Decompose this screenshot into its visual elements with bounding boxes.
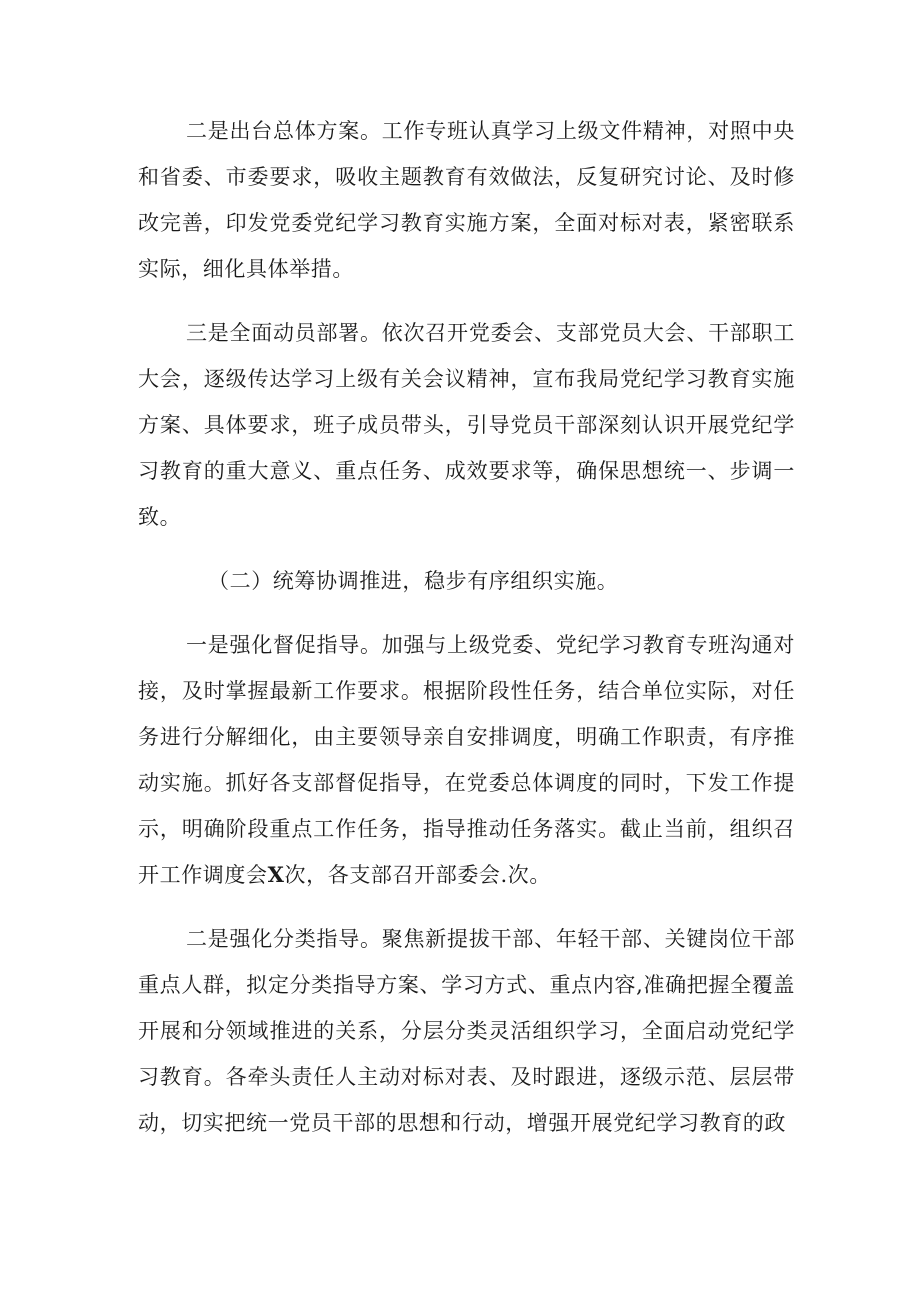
paragraph-supervision-text: 一是强化督促指导。加强与上级党委、党纪学习教育专班沟通对接，及时掌握最新工作要求。根据阶段性任务，结合单位实际，对任务进行分解细化，由主要领导亲自安排调度，明确工作职责，有序推动实施。抓好各支部督促指导，在党委总体调度的同时，下发工作提示，明确阶段重点工作任务，指导推动任务落实。截止当前，组织召开工作调度会 (138, 633, 795, 887)
paragraph-supervision-tail: 次，各支部召开部委会.次。 (284, 863, 551, 887)
paragraph-plan: 二是出台总体方案。工作专班认真学习上级文件精神，对照中央和省委、市委要求，吸收主题教育有效做法，反复研究讨论、及时修改完善，印发党委党纪学习教育实施方案，全面对标对表，紧密联系实际，细化具体举措。 (138, 119, 795, 281)
paragraph-classified-guidance: 二是强化分类指导。聚焦新提拔干部、年轻干部、关键岗位干部重点人群，拟定分类指导方案、学习方式、重点内容,准确把握全覆盖开展和分领域推进的关系，分层分类灵活组织学习，全面启动党纪学习教育。各牵头责任人主动对标对表、及时跟进，逐级示范、层层带动，切实把统一党员干部的思想和行动，增强开展党纪学习教育的政 (138, 927, 795, 1135)
paragraph-mobilization: 三是全面动员部署。依次召开党委会、支部党员大会、干部职工大会，逐级传达学习上级有关会议精神，宣布我局党纪学习教育实施方案、具体要求，班子成员带头，引导党员干部深刻认识开展党纪学习教育的重大意义、重点任务、成效要求等，确保思想统一、步调一致。 (138, 321, 795, 529)
document-body (138, 108, 795, 1146)
meeting-count-placeholder: X (267, 862, 285, 887)
paragraph-supervision (138, 622, 795, 898)
section-heading: （二）统筹协调推进，稳步有序组织实施。 (208, 569, 619, 593)
